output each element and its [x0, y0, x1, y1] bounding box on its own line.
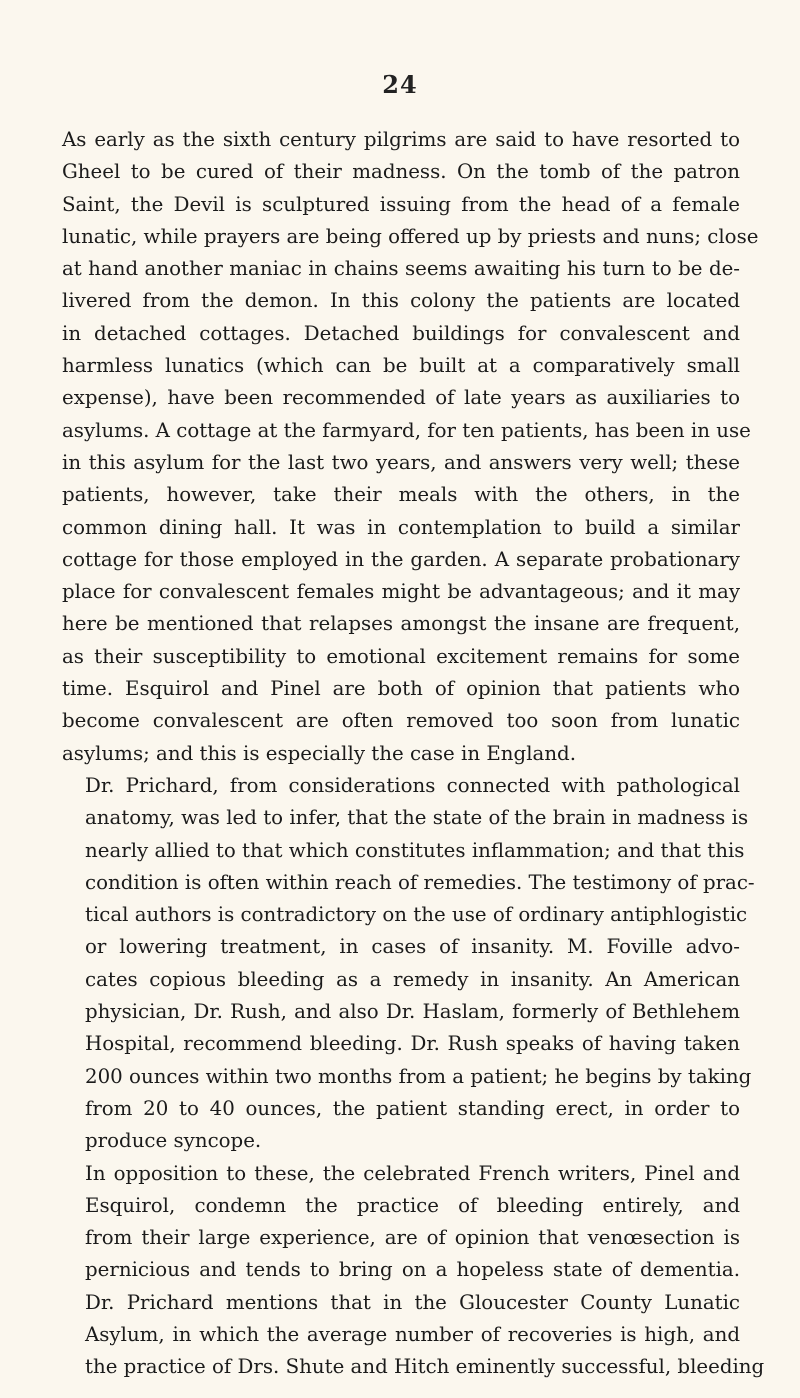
text-line: 200 ounces within two months from a patient; he begins by taking [85, 1064, 752, 1088]
text-line: place for convalescent females might be advantageous; and it may [62, 580, 740, 604]
text-line: as their susceptibility to emotional excitement remains for some [62, 644, 740, 668]
text-line: asylums; and this is especially the case in England. [62, 741, 577, 765]
text-line: produce syncope. [85, 1129, 262, 1153]
text-line: in this asylum for the last two years, and answers very well; these [62, 450, 740, 474]
text-line: at hand another maniac in chains seems awaiting his turn to be de- [62, 257, 740, 281]
text-line: lunatic, while prayers are being offered up by priests and nuns; close [62, 224, 759, 248]
paragraph-1 [62, 124, 759, 770]
text-line: tical authors is contradictory on the use of ordinary antiphlogistic [85, 903, 748, 927]
text-line: asylums. A cottage at the farmyard, for ten patients, has been in use [62, 418, 751, 442]
text-line: or lowering treatment, in cases of insanity. M. Foville advo- [85, 935, 740, 959]
text-line: Saint, the Devil is sculptured issuing from the head of a female [62, 192, 740, 216]
text-line: pernicious and tends to bring on a hopeless state of dementia. [85, 1258, 740, 1282]
text-line: Gheel to be cured of their madness. On the tomb of the patron [62, 160, 740, 184]
text-line: harmless lunatics (which can be built at a comparatively small [62, 354, 740, 378]
text-line: Dr. Prichard mentions that in the Gloucester County Lunatic [85, 1290, 740, 1314]
paragraph-3 [62, 1158, 765, 1384]
text-line: from their large experience, are of opinion that venœsection is [85, 1226, 740, 1250]
text-line: the practice of Drs. Shute and Hitch eminently successful, bleeding [85, 1355, 765, 1379]
text-line: In opposition to these, the celebrated French writers, Pinel and [85, 1161, 740, 1185]
page-number: 24 [382, 70, 418, 99]
text-line: expense), have been recommended of late years as auxiliaries to [62, 386, 740, 410]
text-line: become convalescent are often removed too soon from lunatic [62, 709, 740, 733]
text-line: livered from the demon. In this colony the patients are located [62, 289, 740, 313]
text-line: cates copious bleeding as a remedy in insanity. An American [85, 967, 740, 991]
paragraph-2 [62, 770, 755, 1158]
body-text [62, 124, 765, 1384]
text-line: in detached cottages. Detached buildings for convalescent and [62, 321, 740, 345]
text-line: Hospital, recommend bleeding. Dr. Rush speaks of having taken [85, 1032, 740, 1056]
text-line: nearly allied to that which constitutes inflammation; and that this [85, 838, 745, 862]
text-line: Esquirol, condemn the practice of bleeding entirely, and [85, 1193, 740, 1217]
text-line: anatomy, was led to infer, that the state of the brain in madness is [85, 806, 749, 830]
text-line: patients, however, take their meals with the others, in the [62, 483, 740, 507]
text-line: common dining hall. It was in contemplation to build a similar [62, 515, 740, 539]
text-line: time. Esquirol and Pinel are both of opinion that patients who [62, 677, 740, 701]
text-line: cottage for those employed in the garden. A separate probationary [62, 547, 740, 571]
text-line: Dr. Prichard, from considerations connected with pathological [85, 773, 740, 797]
text-line: As early as the sixth century pilgrims are said to have resorted to [62, 128, 740, 151]
text-line: Asylum, in which the average number of recoveries is high, and [85, 1322, 740, 1346]
text-line: physician, Dr. Rush, and also Dr. Haslam, formerly of Bethlehem [85, 1000, 740, 1024]
text-line: condition is often within reach of remedies. The testimony of prac- [85, 870, 755, 894]
text-line: from 20 to 40 ounces, the patient standing erect, in order to [85, 1096, 740, 1120]
text-line: here be mentioned that relapses amongst the insane are frequent, [62, 612, 740, 636]
